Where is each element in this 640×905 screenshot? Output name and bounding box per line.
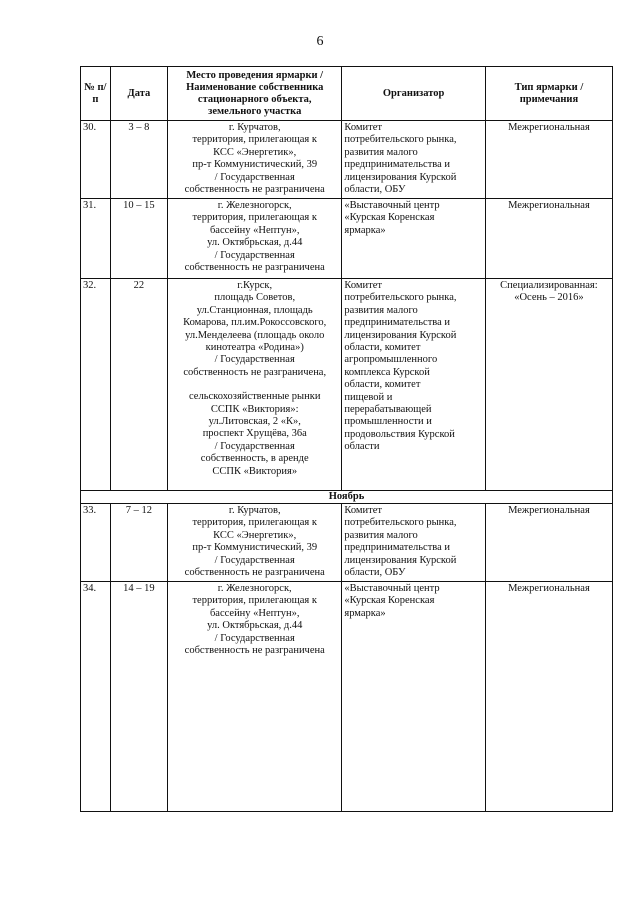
- row-organizer: [342, 504, 486, 582]
- row-place-line: ССПК «Виктория»: [212, 465, 298, 477]
- header-num: № п/п: [81, 67, 111, 121]
- row-organizer-line: области, комитет: [344, 379, 421, 391]
- row-place-line: КСС «Энергетик»,: [213, 529, 297, 541]
- row-organizer-line: развития малого: [344, 146, 418, 158]
- table-row: [81, 199, 613, 279]
- row-place-line: ССПК «Виктория»:: [210, 403, 299, 415]
- table-row: [81, 279, 613, 491]
- row-organizer-line: области, комитет: [344, 342, 421, 354]
- page-number: 6: [316, 34, 324, 49]
- row-date: 10 – 15: [110, 199, 167, 279]
- row-place-line: сельскохозяйственные рынки: [189, 391, 321, 403]
- row-place: [168, 121, 342, 199]
- header-place: Место проведения ярмарки / Наименование собственника стационарного объекта, земельного участка: [168, 67, 342, 121]
- row-place-line: ул.Станционная, площадь: [196, 304, 313, 316]
- row-organizer-line: агропромышленного: [344, 354, 438, 366]
- row-organizer-line: комплекса Курской: [344, 366, 430, 378]
- row-number: 34.: [81, 582, 111, 812]
- row-date: 14 – 19: [110, 582, 167, 812]
- row-organizer-line: предпринимательства и: [344, 159, 451, 171]
- row-organizer-line: развития малого: [344, 304, 418, 316]
- row-place-line: г. Железногорск,: [217, 200, 292, 211]
- table-row: [81, 504, 613, 582]
- row-place-line: площадь Советов,: [214, 292, 296, 304]
- row-type: Межрегиональная: [485, 504, 612, 582]
- row-place-line: территория, прилегающая к: [192, 595, 317, 607]
- row-organizer-line: Комитет: [344, 280, 382, 291]
- row-organizer-line: Комитет: [344, 505, 382, 516]
- row-organizer: [342, 121, 486, 199]
- row-place-line: ул.Менделеева (площадь около: [185, 329, 325, 341]
- header-organizer: Организатор: [342, 67, 486, 121]
- row-place-line: Комарова, пл.им.Рокоссовского,: [183, 317, 327, 329]
- row-place-line: кинотеатра «Родина»): [205, 342, 304, 354]
- row-place-line: г.Курск,: [237, 280, 273, 291]
- row-place: [168, 582, 342, 812]
- row-organizer-line: предпринимательства и: [344, 317, 451, 329]
- row-number: 31.: [81, 199, 111, 279]
- table-row: [81, 582, 613, 812]
- row-place-line: ул. Октябрьская, д.44: [207, 620, 303, 632]
- row-place: [168, 504, 342, 582]
- row-type: Межрегиональная: [485, 199, 612, 279]
- header-type: Тип ярмарки / примечания: [485, 67, 612, 121]
- row-organizer-line: промышленности и: [344, 416, 432, 428]
- row-place-line: [170, 379, 339, 391]
- row-place-line: территория, прилегающая к: [192, 134, 317, 146]
- row-place-line: пр-т Коммунистический, 39: [192, 542, 318, 554]
- row-organizer-line: потребительского рынка,: [344, 134, 457, 146]
- row-place-line: собственность не разграничена,: [183, 366, 327, 378]
- table-body-october: [81, 121, 613, 491]
- row-place-line: / Государственная: [214, 354, 295, 366]
- row-organizer: [342, 199, 486, 279]
- table-row: [81, 121, 613, 199]
- row-place-line: / Государственная: [214, 171, 295, 183]
- row-place-line: г. Железногорск,: [217, 583, 292, 594]
- row-organizer-line: предпринимательства и: [344, 542, 451, 554]
- table-body-month: [81, 491, 613, 504]
- row-organizer-line: Комитет: [344, 122, 382, 133]
- row-place-line: территория, прилегающая к: [192, 517, 317, 529]
- row-organizer-line: продовольствия Курской: [344, 428, 455, 440]
- row-type: Межрегиональная: [485, 582, 612, 812]
- row-place-line: г. Курчатов,: [228, 505, 281, 516]
- row-place-line: бассейну «Нептун»,: [209, 224, 300, 236]
- row-place-line: КСС «Энергетик»,: [213, 146, 297, 158]
- row-organizer-line: потребительского рынка,: [344, 292, 457, 304]
- month-label: Ноябрь: [81, 491, 613, 504]
- row-place-line: собственность не разграничена: [184, 184, 325, 196]
- row-organizer-line: области: [344, 441, 380, 453]
- row-place-line: собственность не разграничена: [184, 645, 325, 657]
- row-organizer-line: области, ОБУ: [344, 567, 406, 579]
- row-type: Специализированная: «Осень – 2016»: [485, 279, 612, 491]
- row-place-line: пр-т Коммунистический, 39: [192, 159, 318, 171]
- row-place-line: собственность, в аренде: [200, 453, 309, 465]
- row-date: 7 – 12: [110, 504, 167, 582]
- row-organizer-line: пищевой и: [344, 391, 393, 403]
- row-number: 33.: [81, 504, 111, 582]
- row-place-line: / Государственная: [214, 554, 295, 566]
- table-body-november: [81, 504, 613, 812]
- row-organizer-line: потребительского рынка,: [344, 517, 457, 529]
- row-organizer-line: лицензирования Курской: [344, 171, 457, 183]
- row-number: 32.: [81, 279, 111, 491]
- row-organizer-line: «Курская Коренская: [344, 212, 435, 224]
- row-place-line: / Государственная: [214, 440, 295, 452]
- row-organizer-line: ярмарка»: [344, 224, 386, 236]
- row-organizer-line: перерабатывающей: [344, 404, 432, 416]
- row-place-line: г. Курчатов,: [228, 122, 281, 133]
- header-date: Дата: [110, 67, 167, 121]
- row-place-line: ул. Октябрьская, д.44: [207, 237, 303, 249]
- row-type: Межрегиональная: [485, 121, 612, 199]
- row-place-line: / Государственная: [214, 249, 295, 261]
- row-place-line: проспект Хрущёва, 36а: [202, 428, 307, 440]
- row-organizer-line: «Выставочный центр: [344, 200, 440, 211]
- row-organizer-line: лицензирования Курской: [344, 554, 457, 566]
- row-organizer-line: области, ОБУ: [344, 184, 406, 196]
- table-header-row: [81, 67, 613, 121]
- row-organizer: [342, 582, 486, 812]
- row-organizer: [342, 279, 486, 491]
- row-place: [168, 199, 342, 279]
- fairs-table: [80, 66, 613, 812]
- row-place: [168, 279, 342, 491]
- row-place-line: бассейну «Нептун»,: [209, 607, 300, 619]
- row-date: 3 – 8: [110, 121, 167, 199]
- row-place-line: / Государственная: [214, 632, 295, 644]
- row-place-line: ул.Литовская, 2 «К»,: [208, 416, 301, 428]
- row-organizer-line: лицензирования Курской: [344, 329, 457, 341]
- row-organizer-line: «Курская Коренская: [344, 595, 435, 607]
- row-organizer-line: «Выставочный центр: [344, 583, 440, 594]
- row-organizer-line: развития малого: [344, 529, 418, 541]
- row-place-line: собственность не разграничена: [184, 567, 325, 579]
- month-row: [81, 491, 613, 504]
- row-date: 22: [110, 279, 167, 491]
- row-number: 30.: [81, 121, 111, 199]
- row-place-line: собственность не разграничена: [184, 262, 325, 274]
- row-place-line: территория, прилегающая к: [192, 212, 317, 224]
- row-organizer-line: ярмарка»: [344, 607, 386, 619]
